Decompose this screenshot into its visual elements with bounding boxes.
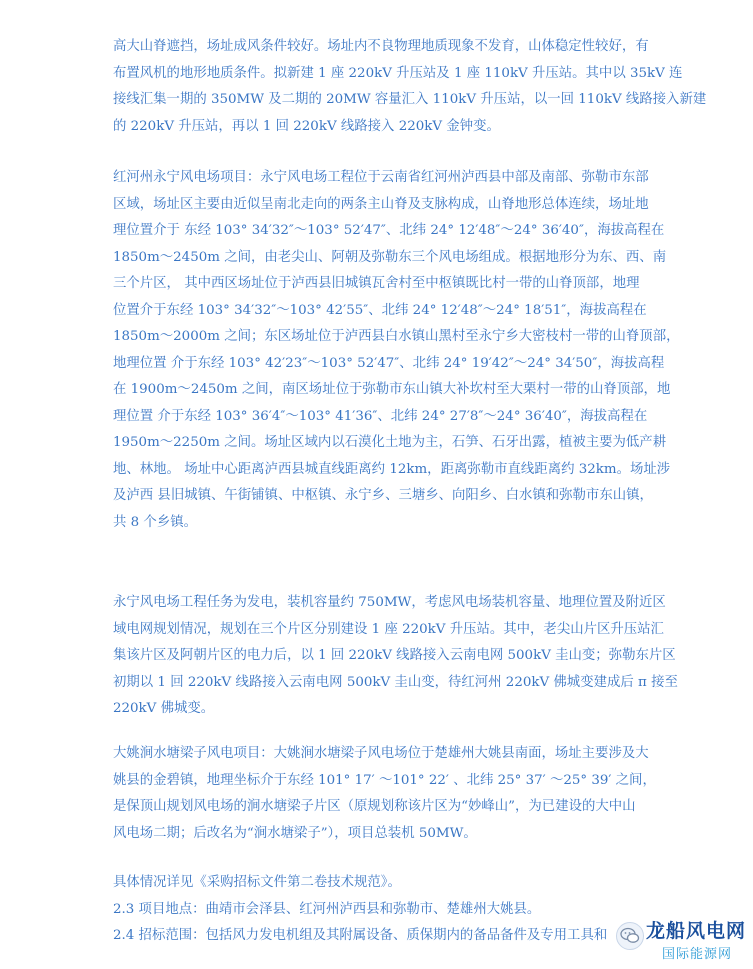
text-line: 地理位置 介于东经 103° 42′23″～103° 52′47″、北纬 24° 19′42″～24° 34′50″，海拔高程 — [113, 355, 665, 371]
section-2-3 — [113, 897, 653, 924]
text-line: 2.3 项目地点：曲靖市会泽县、红河州泸西县和弥勒市、楚雄州大姚县。 — [113, 902, 541, 917]
text-line: 地、林地。 场址中心距离泸西县城直线距离约 12km，距离弥勒市直线距离约 32km。场址涉 — [113, 461, 671, 477]
text-line: 位置介于东经 103° 34′32″～103° 42′55″、北纬 24° 12′48″～24° 18′51″，海拔高程在 — [113, 302, 647, 318]
text-line: 220kV 佛城变。 — [113, 701, 215, 716]
text-line: 布置风机的地形地质条件。拟新建 1 座 220kV 升压站及 1 座 110kV 升压站。其中以 35kV 连 — [113, 65, 683, 81]
text-line: 接线汇集一期的 350MW 及二期的 20MW 容量汇入 110kV 升压站，以一回 110kV 线路接入新建 — [113, 92, 707, 107]
text-line: 2.4 招标范围：包括风力发电机组及其附属设备、质保期内的备品备件及专用工具和 — [113, 928, 608, 943]
text-line: 1850m～2450m 之间，由老尖山、阿朝及弥勒东三个风电场组成。根据地形分为东、西、南 — [113, 249, 667, 265]
text-line: 具体情况详见《采购招标文件第二卷技术规范》。 — [113, 875, 401, 890]
watermark — [616, 916, 753, 964]
text-line: 域电网规划情况，规划在三个片区分别建设 1 座 220kV 升压站。其中，老尖山片区升压站汇 — [113, 621, 664, 637]
text-line: 的 220kV 升压站，再以 1 回 220kV 线路接入 220kV 金钟变。 — [113, 118, 500, 134]
text-line: 风电场二期；后改名为“涧水塘梁子”），项目总装机 50MW。 — [113, 825, 477, 841]
watermark-title: 龙船风电网 — [646, 920, 747, 942]
text-line: 永宁风电场工程任务为发电，装机容量约 750MW，考虑风电场装机容量、地理位置及附近区 — [113, 595, 666, 610]
text-line: 及泸西 县旧城镇、午街铺镇、中枢镇、永宁乡、三塘乡、向阳乡、白水镇和弥勒市东山镇， — [113, 488, 653, 503]
text-line: 在 1900m～2450m 之间，南区场址位于弥勒市东山镇大补坎村至大栗村一带的山脊顶部，地 — [113, 382, 671, 397]
paragraph-3 — [113, 590, 678, 723]
text-line: 理位置介于 东经 103° 34′32″～103° 52′47″、北纬 24° 12′48″～24° 36′40″，海拔高程在 — [113, 223, 665, 238]
text-line: 是保顶山规划风电场的涧水塘梁子片区（原规划称该片区为“妙峰山”，为已建设的大中山 — [113, 799, 636, 814]
text-line: 集该片区及阿朝片区的电力后，以 1 回 220kV 线路接入云南电网 500kV 圭山变；弥勒东片区 — [113, 648, 676, 663]
paragraph-4 — [113, 741, 656, 847]
wechat-icon — [616, 922, 644, 950]
text-line: 姚县的金碧镇，地理坐标介于东经 101° 17′ ～101° 22′ 、北纬 25° 37′ ～25° 39′ 之间， — [113, 772, 656, 788]
text-line: 理位置 介于东经 103° 36′4″～103° 41′36″、北纬 24° 27′8″～24° 36′40″，海拔高程在 — [113, 408, 648, 424]
text-line: 区域，场址区主要由近似呈南北走向的两条主山脊及支脉构成，山脊地形总体连续，场址地 — [113, 196, 649, 212]
text-line: 1850m～2000m 之间；东区场址位于泸西县白水镇山黑村至永宁乡大密枝村一带的山脊顶部， — [113, 329, 680, 344]
text-line: 大姚涧水塘梁子风电项目：大姚涧水塘梁子风电场位于楚雄州大姚县南面，场址主要涉及大 — [113, 746, 649, 761]
text-line: 1950m～2250m 之间。场址区域内以石漠化土地为主，石笋、石牙出露，植被主要为低产耕 — [113, 435, 667, 450]
text-line: 红河州永宁风电场项目：永宁风电场工程位于云南省红河州泸西县中部及南部、弥勒市东部 — [113, 170, 649, 185]
watermark-subtitle: 国际能源网 — [662, 947, 733, 962]
text-line: 共 8 个乡镇。 — [113, 514, 197, 530]
text-line: 高大山脊遮挡，场址成风条件较好。场址内不良物理地质现象不发育，山体稳定性较好，有 — [113, 39, 649, 54]
paragraph-2 — [113, 165, 680, 536]
paragraph-1 — [113, 34, 707, 140]
section-2-4 — [113, 923, 653, 950]
text-line: 初期以 1 回 220kV 线路接入云南电网 500kV 圭山变，待红河州 220kV 佛城变建成后 π 接至 — [113, 674, 678, 690]
text-line: 三个片区， 其中西区场址位于泸西县旧城镇瓦舍村至中枢镇既比村一带的山脊顶部，地理 — [113, 276, 640, 291]
paragraph-5 — [113, 870, 653, 897]
